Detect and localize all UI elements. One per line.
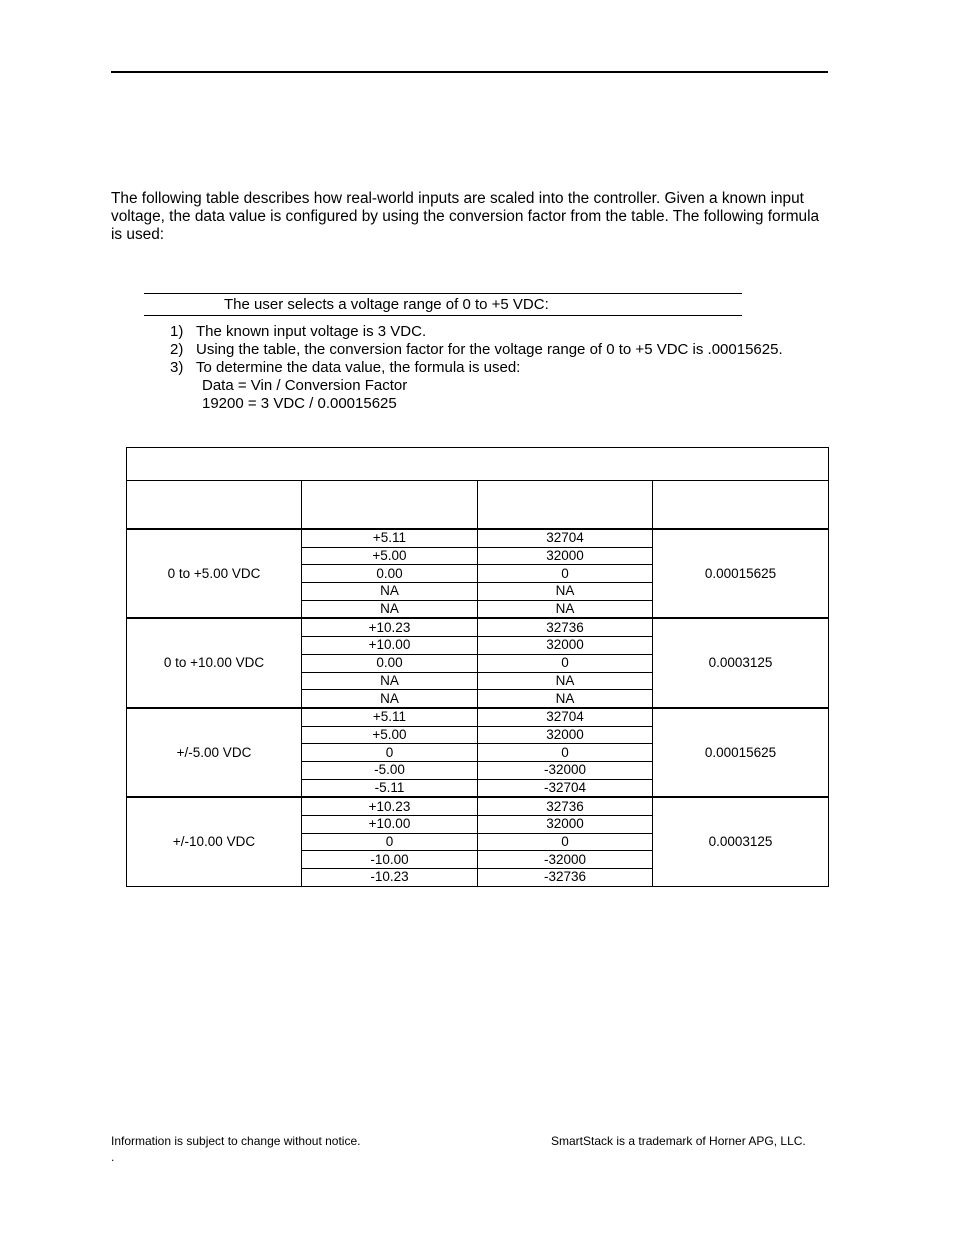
input-value-cell: -5.11	[302, 779, 478, 797]
formula-line: 19200 = 3 VDC / 0.00015625	[202, 395, 397, 412]
input-value-cell: +10.00	[302, 637, 478, 655]
data-value-cell: NA	[478, 690, 653, 708]
formula-line: Data = Vin / Conversion Factor	[202, 377, 408, 394]
table-header-row	[127, 481, 829, 530]
input-value-cell: +5.00	[302, 726, 478, 744]
range-cell: 0 to +10.00 VDC	[127, 618, 302, 707]
data-value-cell: 0	[478, 744, 653, 762]
data-value-cell: NA	[478, 600, 653, 618]
table-row	[127, 708, 829, 726]
input-value-cell: +5.00	[302, 547, 478, 565]
data-value-cell: 32000	[478, 637, 653, 655]
conversion-factor-cell: 0.00015625	[653, 708, 829, 797]
input-value-cell: +10.23	[302, 618, 478, 636]
footer-trademark: SmartStack is a trademark of Horner APG, LLC.	[551, 1134, 806, 1148]
step-text: The known input voltage is 3 VDC.	[196, 323, 427, 340]
data-value-cell: 0	[478, 565, 653, 583]
example-steps	[170, 323, 783, 413]
data-value-cell: -32000	[478, 851, 653, 869]
data-value-cell: NA	[478, 672, 653, 690]
step-item	[170, 341, 783, 359]
data-value-cell: NA	[478, 583, 653, 601]
conversion-factor-cell: 0.0003125	[653, 618, 829, 707]
input-value-cell: +5.11	[302, 529, 478, 547]
step-item	[170, 359, 783, 377]
example-label: The user selects a voltage range of 0 to +5 VDC:	[224, 296, 549, 313]
data-value-cell: 32736	[478, 797, 653, 815]
data-value-cell: -32704	[478, 779, 653, 797]
step-item	[170, 323, 783, 341]
step-number: 3)	[170, 359, 184, 376]
input-value-cell: -5.00	[302, 761, 478, 779]
data-value-cell: 0	[478, 654, 653, 672]
table-row	[127, 797, 829, 815]
range-cell: +/-10.00 VDC	[127, 797, 302, 886]
input-value-cell: NA	[302, 583, 478, 601]
header-rule	[111, 71, 828, 73]
footer-dot: .	[111, 1150, 115, 1164]
input-value-cell: 0.00	[302, 654, 478, 672]
conversion-factor-cell: 0.0003125	[653, 797, 829, 886]
input-value-cell: +10.00	[302, 816, 478, 834]
data-value-cell: 32000	[478, 726, 653, 744]
data-value-cell: 32704	[478, 529, 653, 547]
input-value-cell: +10.23	[302, 797, 478, 815]
input-value-cell: -10.00	[302, 851, 478, 869]
conversion-factor-cell: 0.00015625	[653, 529, 829, 618]
input-value-cell: NA	[302, 600, 478, 618]
step-text: To determine the data value, the formula is used:	[196, 359, 521, 376]
conversion-table	[126, 447, 829, 887]
table-row	[127, 618, 829, 636]
input-value-cell: NA	[302, 672, 478, 690]
range-cell: +/-5.00 VDC	[127, 708, 302, 797]
table-row	[127, 529, 829, 547]
data-value-cell: 32704	[478, 708, 653, 726]
data-value-cell: -32000	[478, 761, 653, 779]
table-header-cell	[127, 481, 302, 530]
table-header-cell	[478, 481, 653, 530]
data-value-cell: 32000	[478, 816, 653, 834]
data-value-cell: 32736	[478, 618, 653, 636]
input-value-cell: 0	[302, 744, 478, 762]
data-value-cell: 0	[478, 833, 653, 851]
table-title-row	[127, 448, 829, 481]
table-title	[127, 448, 829, 481]
input-value-cell: NA	[302, 690, 478, 708]
range-cell: 0 to +5.00 VDC	[127, 529, 302, 618]
intro-paragraph: The following table describes how real-world inputs are scaled into the controller. Given a known input voltage, the data value is configured by using the conversion factor from the table. The following formula is used:	[111, 190, 820, 243]
input-value-cell: +5.11	[302, 708, 478, 726]
input-value-cell: 0.00	[302, 565, 478, 583]
footer-notice: Information is subject to change without notice.	[111, 1134, 361, 1148]
step-text: Using the table, the conversion factor for the voltage range of 0 to +5 VDC is .00015625.	[196, 341, 783, 358]
step-number: 2)	[170, 341, 184, 358]
input-value-cell: 0	[302, 833, 478, 851]
input-value-cell: -10.23	[302, 869, 478, 887]
data-value-cell: 32000	[478, 547, 653, 565]
table-header-cell	[302, 481, 478, 530]
data-value-cell: -32736	[478, 869, 653, 887]
example-box	[144, 293, 742, 316]
step-number: 1)	[170, 323, 184, 340]
table-header-cell	[653, 481, 829, 530]
